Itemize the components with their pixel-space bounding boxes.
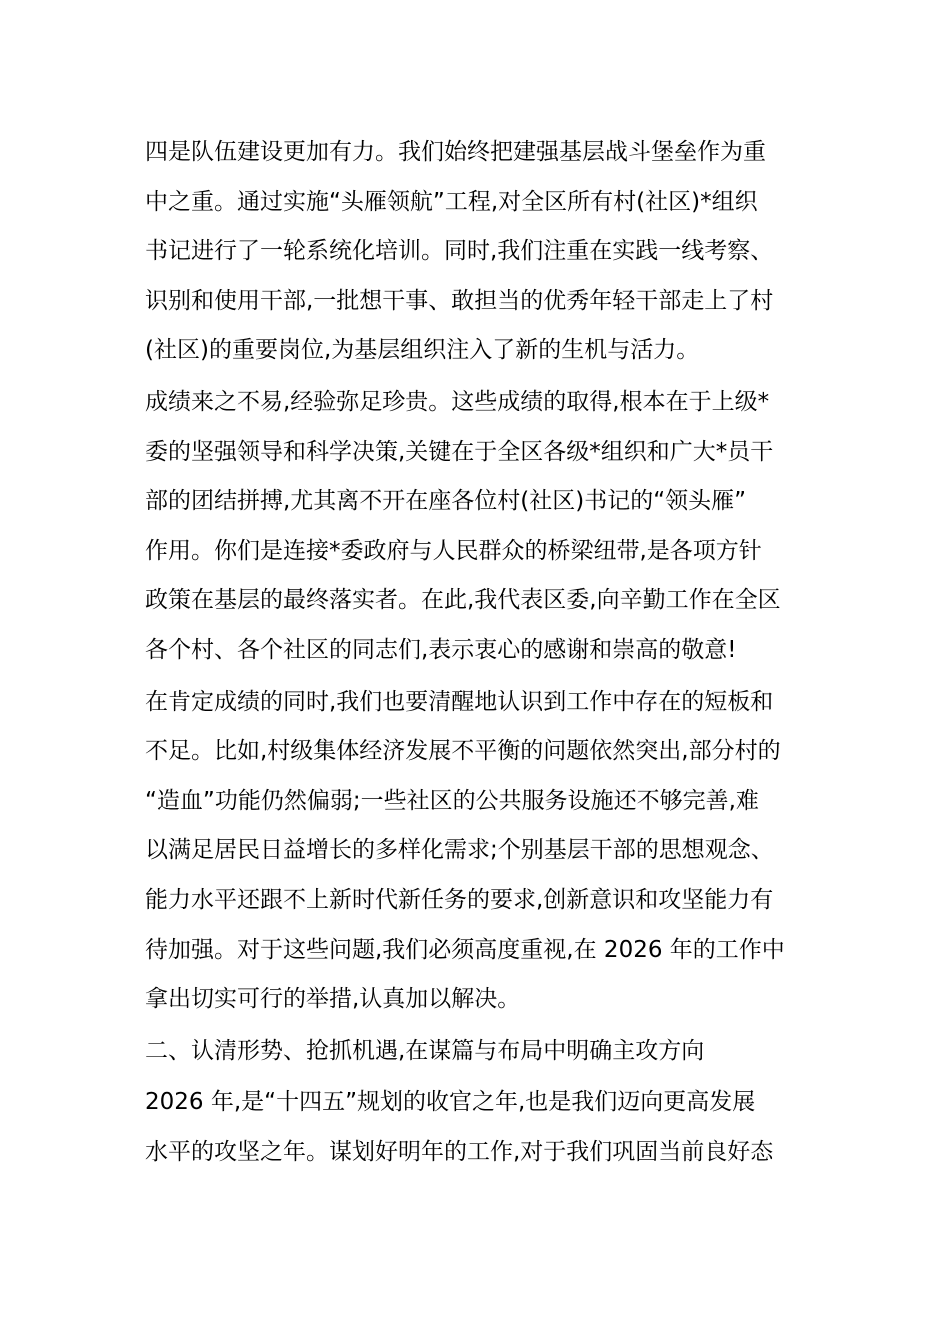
text-line: 2026 年,是“十四五”规划的收官之年,也是我们迈向更高发展 <box>145 1089 756 1116</box>
document-body <box>145 128 807 1177</box>
text-line: 能力水平还跟不上新时代新任务的要求,创新意识和攻坚能力有 <box>145 886 774 913</box>
text-line: 水平的攻坚之年。谋划好明年的工作,对于我们巩固当前良好态 <box>145 1138 774 1165</box>
text-line: 政策在基层的最终落实者。在此,我代表区委,向辛勤工作在全区 <box>145 587 781 614</box>
text-line: 待加强。对于这些问题,我们必须高度重视,在 2026 年的工作中 <box>145 936 785 963</box>
section-heading <box>145 1027 807 1077</box>
text-line: (社区)的重要岗位,为基层组织注入了新的生机与活力。 <box>145 337 700 364</box>
text-line: 在肯定成绩的同时,我们也要清醒地认识到工作中存在的短板和 <box>145 688 774 715</box>
paragraph-team-building <box>145 128 807 376</box>
heading-line: 二、认清形势、抢抓机遇,在谋篇与布局中明确主攻方向 <box>145 1037 705 1064</box>
text-line: 书记进行了一轮系统化培训。同时,我们注重在实践一线考察、 <box>145 238 774 265</box>
text-line: 识别和使用干部,一批想干事、敢担当的优秀年轻干部走上了村 <box>145 287 774 314</box>
text-line: 拿出切实可行的举措,认真加以解决。 <box>145 986 521 1013</box>
paragraph-achievements <box>145 378 807 676</box>
text-line: “造血”功能仍然偏弱;一些社区的公共服务设施还不够完善,难 <box>145 787 759 814</box>
paragraph-2026-outlook <box>145 1078 807 1177</box>
text-line: 各个村、各个社区的同志们,表示衷心的感谢和崇高的敬意! <box>145 636 737 663</box>
text-line: 委的坚强领导和科学决策,关键在于全区各级*组织和广大*员干 <box>145 438 774 465</box>
paragraph-shortcomings <box>145 678 807 1025</box>
text-line: 四是队伍建设更加有力。我们始终把建强基层战斗堡垒作为重 <box>145 139 766 165</box>
text-line: 以满足居民日益增长的多样化需求;个别基层干部的思想观念、 <box>145 837 774 864</box>
text-line: 不足。比如,村级集体经济发展不平衡的问题依然突出,部分村的 <box>145 738 781 765</box>
text-line: 部的团结拼搏,尤其离不开在座各位村(社区)书记的“领头雁” <box>145 488 747 515</box>
text-line: 作用。你们是连接*委政府与人民群众的桥梁纽带,是各项方针 <box>145 537 762 564</box>
text-line: 中之重。通过实施“头雁领航”工程,对全区所有村(社区)*组织 <box>145 188 758 215</box>
text-line: 成绩来之不易,经验弥足珍贵。这些成绩的取得,根本在于上级* <box>145 388 770 415</box>
